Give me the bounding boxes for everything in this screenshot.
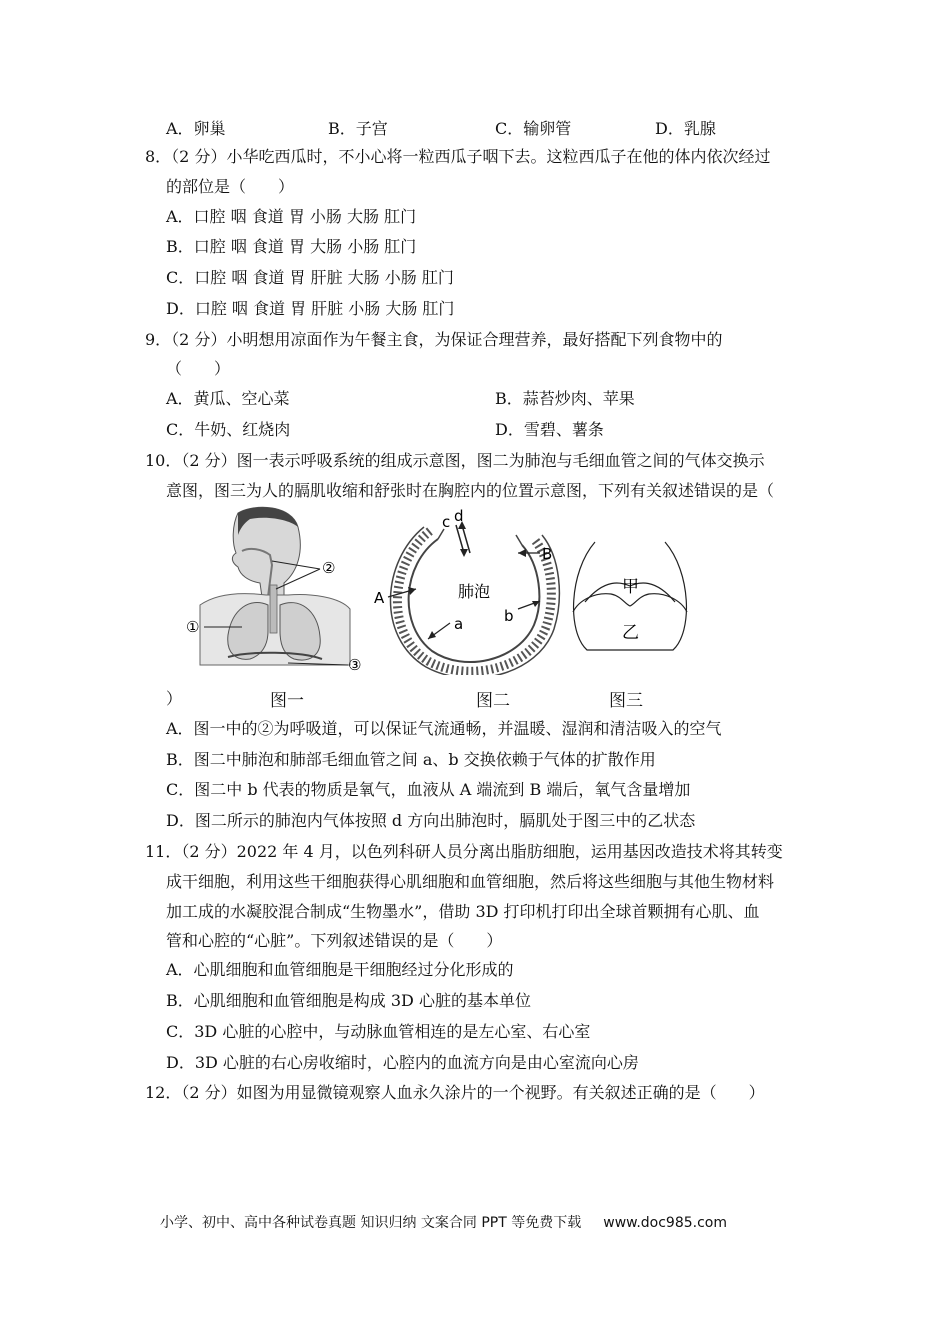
q8-option-a: A．口腔 咽 食道 胃 小肠 大肠 肛门 (166, 207, 417, 226)
figure-3-label-yi: 乙 (622, 623, 639, 643)
q7-option-b: B．子宫 (328, 119, 388, 138)
figure-2-alveolus-gas-exchange (372, 505, 562, 675)
q7-option-a: A．卵巢 (166, 119, 226, 138)
q10-stem-line3: ） (166, 689, 183, 708)
q9-option-c: C．牛奶、红烧肉 (166, 420, 291, 439)
figure-3-label-jia: 甲 (622, 577, 639, 597)
q10-stem-line1: 10．（2 分）图一表示呼吸系统的组成示意图，图二为肺泡与毛细血管之间的气体交换示 (145, 451, 765, 470)
figure-1-marker-3: ③ (348, 656, 362, 674)
figure-2-caption: 图二 (476, 691, 510, 711)
q8-option-d: D．口腔 咽 食道 胃 肝脏 小肠 大肠 肛门 (166, 299, 455, 318)
q8-stem-line1: 8．（2 分）小华吃西瓜时，不小心将一粒西瓜子咽下去。这粒西瓜子在他的体内依次经过 (145, 147, 771, 166)
figure-2-label-b: b (504, 607, 514, 625)
q10-option-b: B．图二中肺泡和肺部毛细血管之间 a、b 交换依赖于气体的扩散作用 (166, 750, 656, 769)
q11-stem-line4: 管和心腔的“心脏”。下列叙述错误的是（ ） (166, 931, 503, 950)
footer-text: 小学、初中、高中各种试卷真题 知识归纳 文案合同 PPT 等免费下载 (160, 1215, 582, 1231)
q11-option-b: B．心肌细胞和血管细胞是构成 3D 心脏的基本单位 (166, 991, 531, 1010)
q10-option-d: D．图二所示的肺泡内气体按照 d 方向出肺泡时，膈肌处于图三中的乙状态 (166, 811, 696, 830)
page-footer (160, 1212, 727, 1232)
q9-option-d: D．雪碧、薯条 (495, 420, 604, 439)
q12-stem-line1: 12．（2 分）如图为用显微镜观察人血永久涂片的一个视野。有关叙述正确的是（ ） (145, 1083, 765, 1102)
figure-2-label-d: d (454, 507, 464, 525)
figure-2-label-B: B (542, 545, 553, 563)
figure-1-marker-1: ① (186, 618, 200, 636)
q9-option-b: B．蒜苔炒肉、苹果 (495, 389, 635, 408)
q8-stem-line2: 的部位是（ ） (166, 177, 295, 196)
q10-option-a: A．图一中的②为呼吸道，可以保证气流通畅，并温暖、湿润和清洁吸入的空气 (166, 719, 722, 738)
footer-site-link[interactable]: www.doc985.com (603, 1215, 727, 1231)
q11-stem-line2: 成干细胞，利用这些干细胞获得心肌细胞和血管细胞，然后将这些细胞与其他生物材料 (166, 872, 775, 891)
q9-option-a: A．黄瓜、空心菜 (166, 389, 290, 408)
q8-option-b: B．口腔 咽 食道 胃 大肠 小肠 肛门 (166, 237, 417, 256)
figure-3-caption: 图三 (609, 691, 643, 711)
q11-stem-line3: 加工成的水凝胶混合制成“生物墨水”，借助 3D 打印机打印出全球首颗拥有心肌、血 (166, 902, 760, 921)
figure-2-label-alveolus: 肺泡 (458, 582, 491, 601)
figure-1-marker-2: ② (322, 559, 336, 577)
q7-option-c: C．输卵管 (495, 119, 572, 138)
q9-stem-line1: 9．（2 分）小明想用凉面作为午餐主食，为保证合理营养，最好搭配下列食物中的 (145, 330, 723, 349)
figure-3-diaphragm-position (565, 512, 695, 662)
q11-stem-line1: 11．（2 分）2022 年 4 月，以色列科研人员分离出脂肪细胞，运用基因改造技术将其转变 (145, 842, 783, 861)
q11-option-a: A．心肌细胞和血管细胞是干细胞经过分化形成的 (166, 960, 514, 979)
q7-option-d: D．乳腺 (655, 119, 716, 138)
figure-1-respiratory-system (180, 505, 370, 685)
q11-option-c: C．3D 心脏的心腔中，与动脉血管相连的是左心室、右心室 (166, 1022, 591, 1041)
q9-stem-line2: （ ） (166, 359, 231, 378)
figure-1-caption: 图一 (270, 691, 304, 711)
q11-option-d: D．3D 心脏的右心房收缩时，心腔内的血流方向是由心室流向心房 (166, 1053, 639, 1072)
q10-option-c: C．图二中 b 代表的物质是氧气，血液从 A 端流到 B 端后，氧气含量增加 (166, 780, 691, 799)
q8-option-c: C．口腔 咽 食道 胃 肝脏 大肠 小肠 肛门 (166, 268, 454, 287)
figure-2-label-c: c (442, 513, 451, 531)
q10-stem-line2: 意图，图三为人的膈肌收缩和舒张时在胸腔内的位置示意图，下列有关叙述错误的是（ (166, 481, 775, 500)
figure-2-label-A: A (374, 589, 385, 607)
figure-2-label-a: a (454, 615, 464, 633)
